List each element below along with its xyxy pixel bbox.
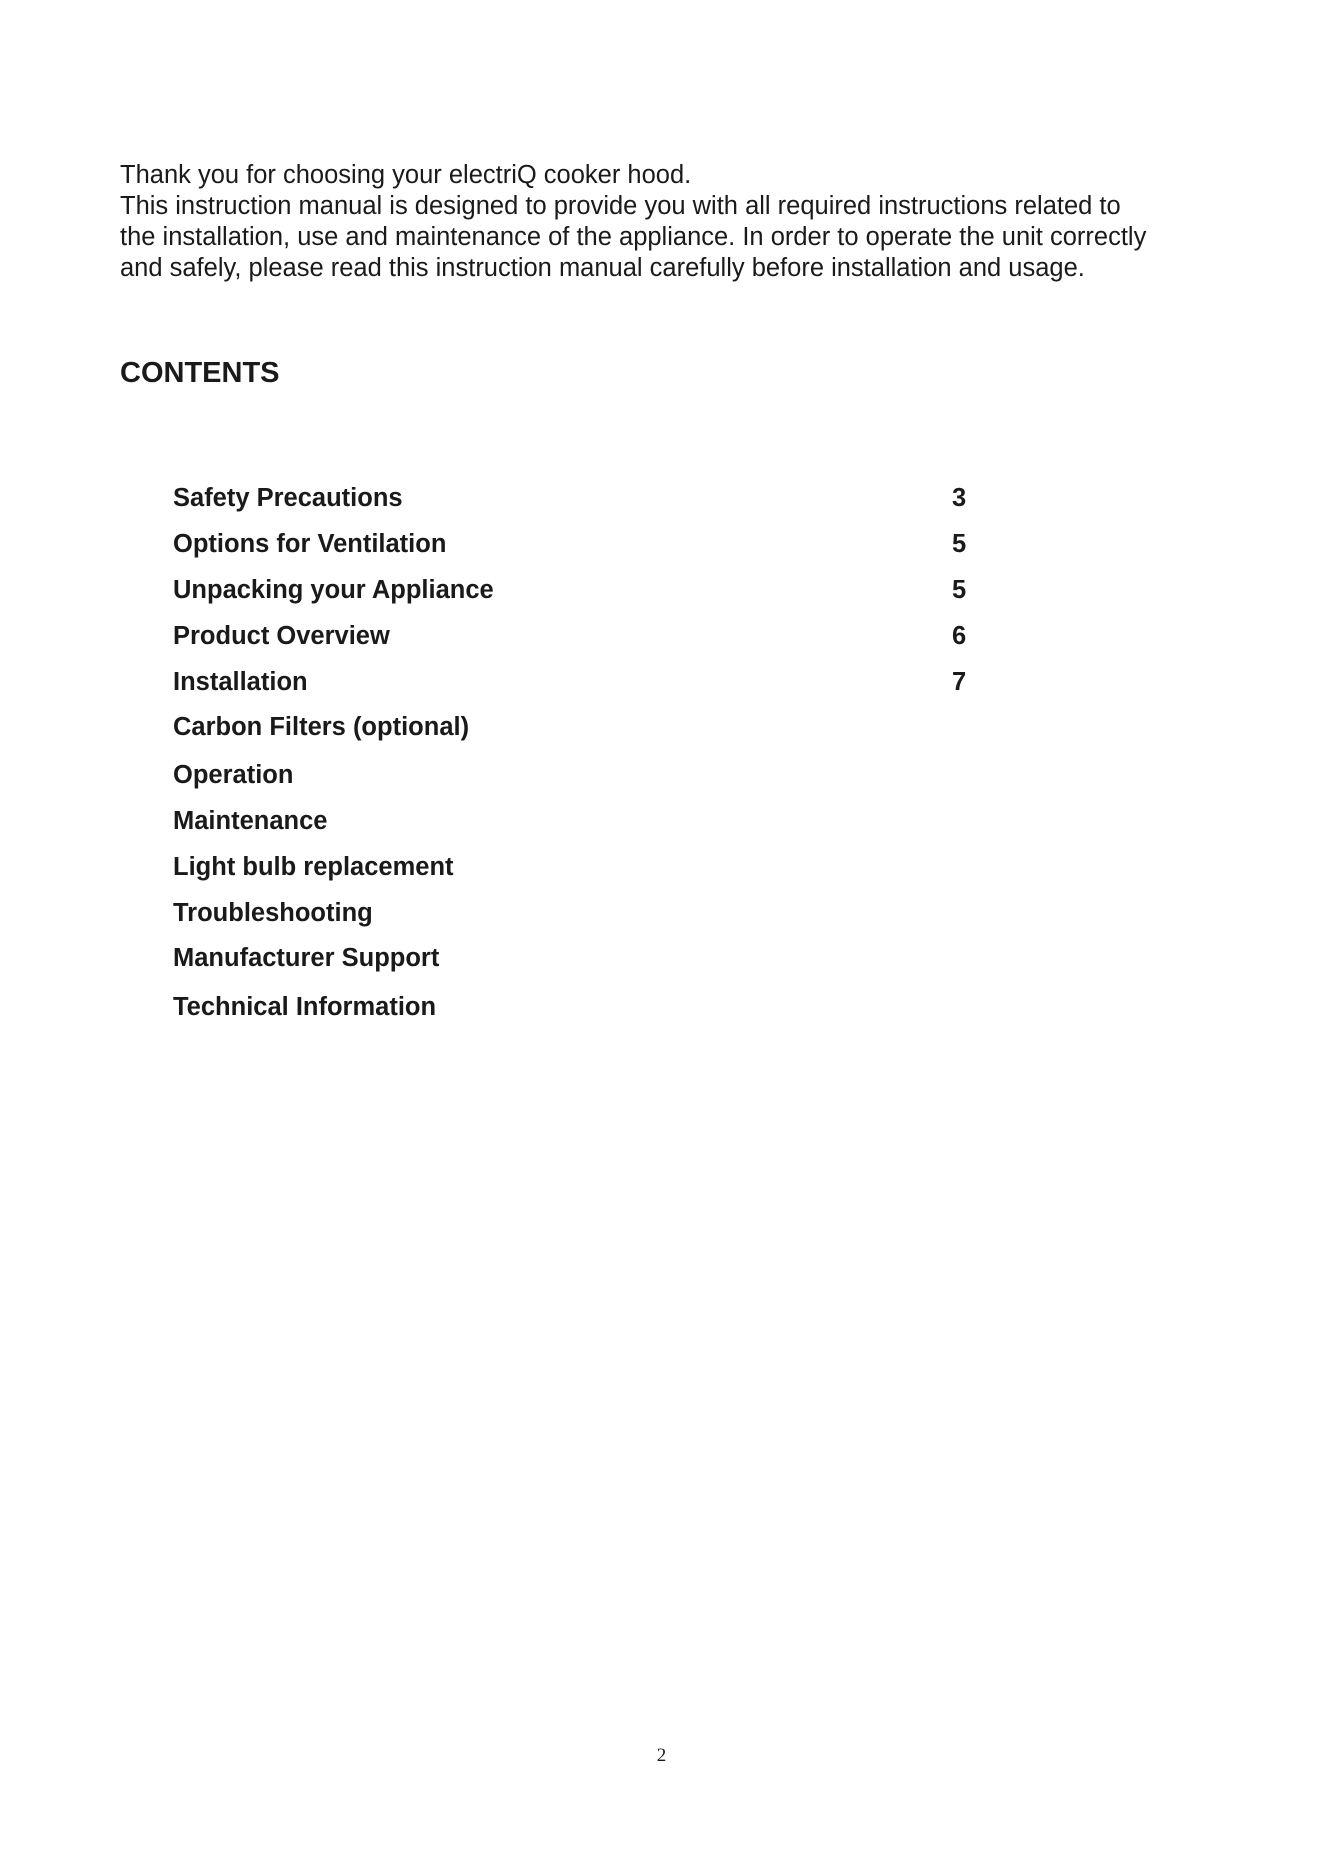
toc-entry-page: 7: [952, 668, 967, 696]
toc-entry-maintenance[interactable]: [173, 803, 993, 839]
toc-entry-title: Carbon Filters (optional): [173, 713, 470, 741]
toc-entry-manufacturer-support[interactable]: [173, 940, 993, 976]
toc-entry-carbon-filters[interactable]: [173, 709, 993, 745]
toc-entry-title: Unpacking your Appliance: [173, 576, 494, 604]
toc-entry-title: Options for Ventilation: [173, 530, 447, 558]
toc-entry-options-for-ventilation[interactable]: [173, 526, 993, 562]
intro-paragraph: [120, 160, 1240, 284]
contents-heading: CONTENTS: [120, 357, 280, 389]
toc-entry-title: Maintenance: [173, 807, 328, 835]
page-number: 2: [656, 1745, 667, 1766]
toc-entry-product-overview[interactable]: [173, 618, 993, 654]
toc-entry-page: 5: [952, 530, 967, 558]
toc-entry-page: 3: [952, 484, 967, 512]
intro-line: and safely, please read this instruction manual carefully before installation and usage.: [120, 254, 1085, 282]
toc-entry-title: Light bulb replacement: [173, 853, 454, 881]
toc-entry-operation[interactable]: [173, 757, 993, 793]
toc-entry-page: 6: [952, 622, 967, 650]
toc-entry-title: Installation: [173, 668, 308, 696]
toc-entry-installation[interactable]: [173, 664, 993, 700]
toc-entry-unpacking-your-appliance[interactable]: [173, 572, 993, 608]
intro-line: Thank you for choosing your electriQ cooker hood.: [120, 161, 692, 189]
toc-entry-title: Technical Information: [173, 993, 437, 1021]
toc-entry-light-bulb-replacement[interactable]: [173, 849, 993, 885]
toc-entry-title: Troubleshooting: [173, 899, 373, 927]
toc-entry-title: Manufacturer Support: [173, 944, 440, 972]
toc-entry-page: 5: [952, 576, 967, 604]
intro-line: This instruction manual is designed to provide you with all required instructions related to: [120, 192, 1121, 220]
toc-entry-technical-information[interactable]: [173, 989, 993, 1025]
toc-entry-safety-precautions[interactable]: [173, 480, 993, 516]
toc-entry-title: Safety Precautions: [173, 484, 403, 512]
toc-entry-title: Operation: [173, 761, 294, 789]
toc-entry-title: Product Overview: [173, 622, 390, 650]
intro-line: the installation, use and maintenance of the appliance. In order to operate the unit correctly: [120, 223, 1147, 251]
toc-entry-troubleshooting[interactable]: [173, 895, 993, 931]
